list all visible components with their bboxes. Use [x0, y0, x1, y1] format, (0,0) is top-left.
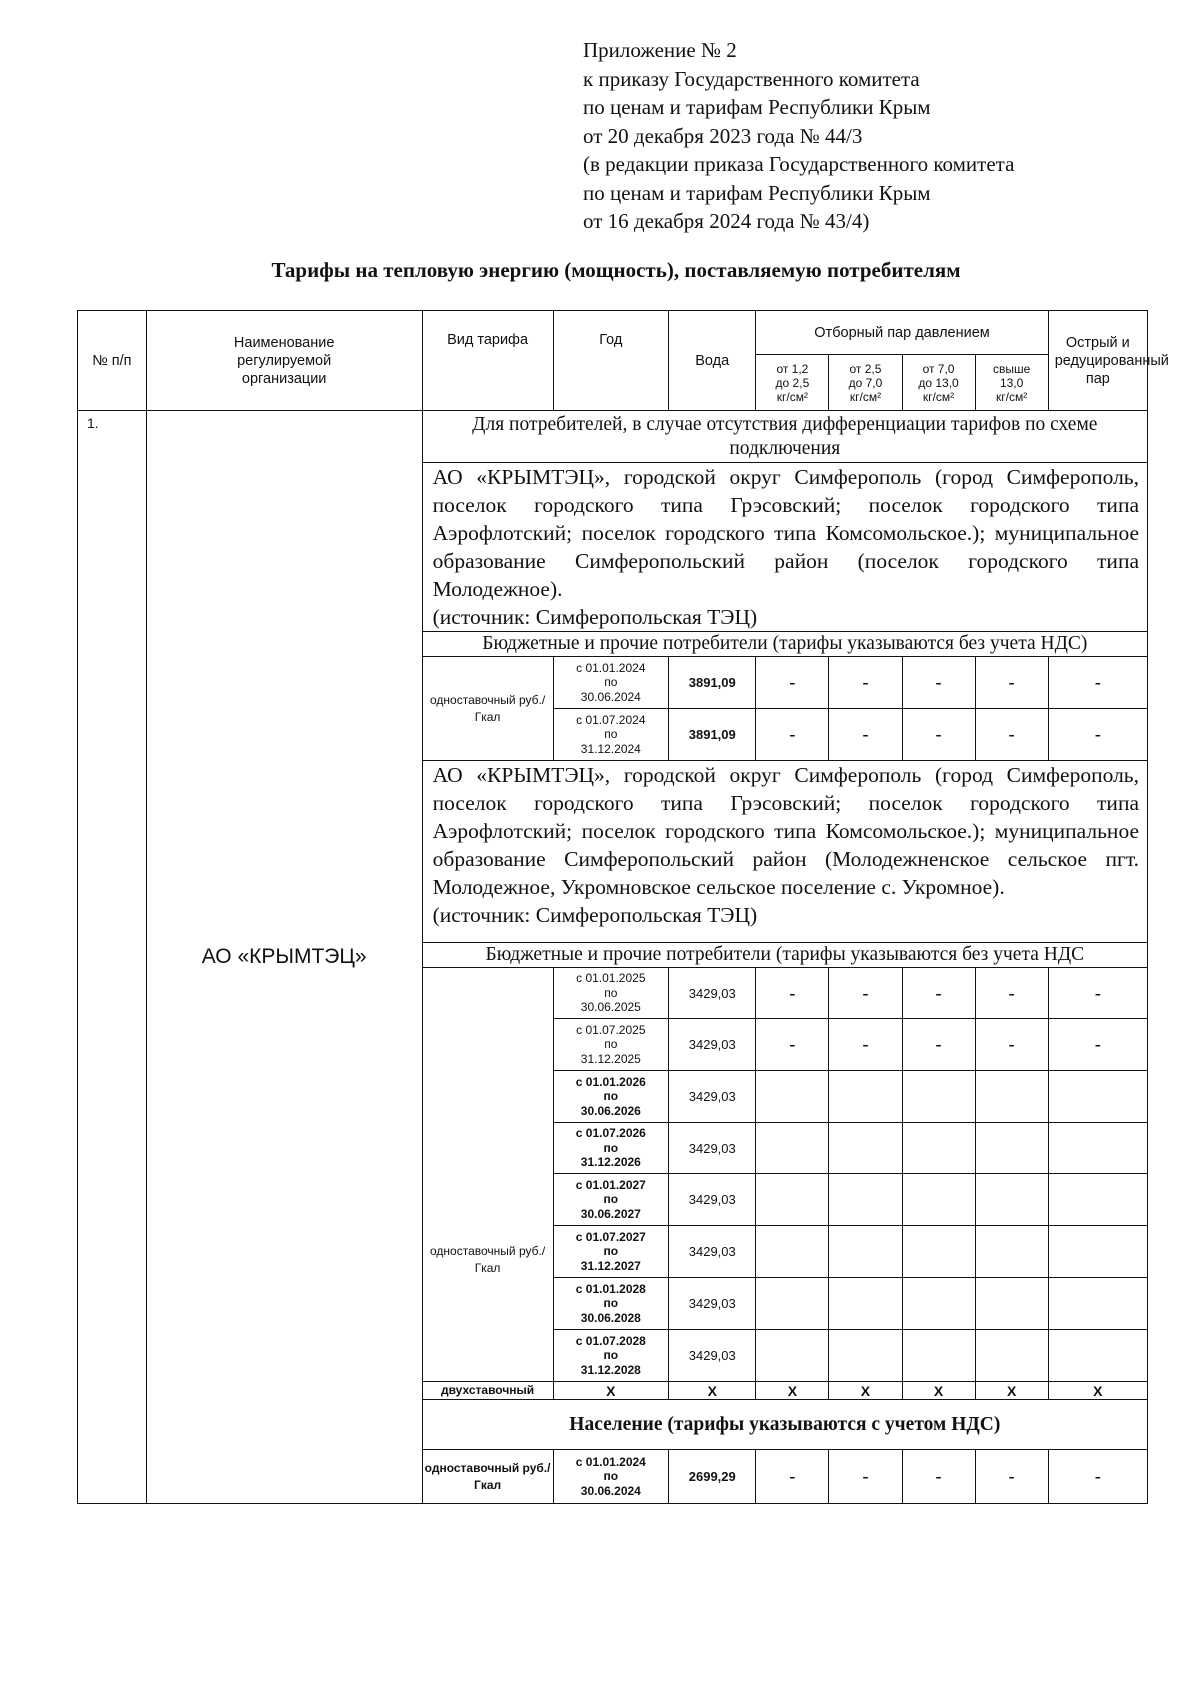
- period-cell: [553, 1174, 669, 1226]
- steam-tariff: -: [1048, 968, 1147, 1019]
- period-cell: [553, 709, 669, 761]
- period-separator: по: [604, 1037, 618, 1052]
- water-tariff: 3429,03: [669, 1123, 756, 1174]
- steam-tariff: [829, 1330, 902, 1382]
- steam-range-to: до 7,0: [848, 375, 883, 390]
- period-separator: по: [604, 727, 618, 742]
- steam-tariff: -: [975, 657, 1048, 709]
- period-separator: по: [603, 1244, 619, 1259]
- steam-range-from: свыше: [992, 361, 1031, 376]
- steam-tariff: -: [756, 968, 829, 1019]
- period-from: с 01.07.2027: [575, 1229, 646, 1244]
- steam-tariff: -: [829, 709, 902, 761]
- steam-tariff: [1048, 1330, 1147, 1382]
- period-from: с 01.01.2027: [575, 1177, 646, 1192]
- water-tariff: 3429,03: [669, 968, 756, 1019]
- water-tariff: 3891,09: [669, 657, 756, 709]
- steam-tariff: [1048, 1071, 1147, 1123]
- period-to: 30.06.2028: [580, 1310, 641, 1325]
- period-from: с 01.01.2024: [576, 660, 646, 675]
- period-separator: по: [603, 1348, 619, 1363]
- two-part-value: Х: [1048, 1382, 1147, 1400]
- steam-unit: кг/см²: [922, 389, 955, 404]
- period-to: 31.12.2027: [580, 1258, 641, 1273]
- supply-description: [422, 761, 1147, 943]
- steam-range-from: от 7,0: [922, 361, 955, 376]
- period-from: с 01.07.2024: [576, 712, 646, 727]
- steam-tariff: [975, 1071, 1048, 1123]
- two-part-value: Х: [553, 1382, 669, 1400]
- period-cell: [553, 1123, 669, 1174]
- period-separator: по: [603, 1296, 619, 1311]
- steam-tariff: [902, 1071, 975, 1123]
- steam-tariff: [829, 1071, 902, 1123]
- steam-tariff: [902, 1278, 975, 1330]
- steam-tariff: [829, 1123, 902, 1174]
- appendix-line: по ценам и тарифам Республики Крым: [583, 95, 931, 119]
- steam-tariff: [756, 1071, 829, 1123]
- consumer-category-population: Население (тарифы указываются с учетом НДС): [422, 1400, 1147, 1450]
- water-tariff: 3429,03: [669, 1019, 756, 1071]
- appendix-line: от 20 декабря 2023 года № 44/3: [583, 123, 863, 148]
- steam-tariff: [756, 1226, 829, 1278]
- appendix-line: к приказу Государственного комитета: [583, 66, 920, 91]
- steam-tariff: [902, 1123, 975, 1174]
- source-text: (источник: Симферопольская ТЭЦ): [432, 903, 758, 927]
- period-to: 31.12.2026: [580, 1155, 641, 1170]
- appendix-header: [583, 36, 1143, 236]
- water-tariff: 3429,03: [669, 1071, 756, 1123]
- period-to: 30.06.2024: [580, 1483, 641, 1498]
- steam-tariff: -: [902, 968, 975, 1019]
- water-tariff: 3429,03: [669, 1330, 756, 1382]
- description-text: АО «КРЫМТЭЦ», городской округ Симферополь (город Симферополь, поселок городского типа Грэсовский; поселок городского типа Аэрофлотский; поселок городского типа Комсомольское.); муниципальное образование Симферопольский район (поселок городского типа Молодежное).: [432, 465, 1139, 601]
- period-cell: [553, 1226, 669, 1278]
- steam-tariff: -: [1048, 657, 1147, 709]
- steam-tariff: -: [829, 968, 902, 1019]
- steam-tariff: [902, 1330, 975, 1382]
- steam-tariff: [756, 1330, 829, 1382]
- section-title: Для потребителей, в случае отсутствия дифференциации тарифов по схеме подключения: [422, 411, 1147, 463]
- consumer-category: Бюджетные и прочие потребители (тарифы указываются без учета НДС): [422, 632, 1147, 657]
- organization-name: АО «КРЫМТЭЦ»: [146, 411, 422, 1504]
- steam-tariff: [975, 1330, 1048, 1382]
- steam-tariff: -: [902, 1450, 975, 1504]
- supply-description: [422, 463, 1147, 632]
- steam-tariff: -: [756, 1019, 829, 1071]
- header-steam-pressure: [975, 355, 1048, 411]
- steam-tariff: [902, 1226, 975, 1278]
- period-separator: по: [603, 1140, 619, 1155]
- header-steam-group: Отборный пар давлением: [756, 311, 1048, 355]
- steam-tariff: -: [975, 1450, 1048, 1504]
- steam-tariff: -: [975, 968, 1048, 1019]
- period-separator: по: [603, 1192, 619, 1207]
- steam-tariff: -: [829, 657, 902, 709]
- steam-tariff: -: [829, 1450, 902, 1504]
- steam-tariff: [975, 1278, 1048, 1330]
- appendix-line: по ценам и тарифам Республики Крым: [583, 180, 931, 205]
- period-cell: [553, 1071, 669, 1123]
- steam-tariff: [1048, 1278, 1147, 1330]
- steam-unit: кг/см²: [776, 389, 809, 404]
- header-steam-pressure: [902, 355, 975, 411]
- steam-tariff: [756, 1174, 829, 1226]
- period-separator: по: [603, 1089, 619, 1104]
- period-from: с 01.01.2028: [575, 1281, 646, 1296]
- period-cell: [553, 1019, 669, 1071]
- period-to: 30.06.2025: [580, 1000, 641, 1015]
- header-year: Год: [553, 311, 669, 411]
- period-separator: по: [604, 675, 618, 690]
- rate-type: одноставочный руб./Гкал: [422, 968, 553, 1382]
- steam-tariff: -: [902, 709, 975, 761]
- steam-tariff: [829, 1226, 902, 1278]
- steam-tariff: [829, 1174, 902, 1226]
- consumer-category: Бюджетные и прочие потребители (тарифы указываются без учета НДС: [422, 943, 1147, 968]
- steam-tariff: [1048, 1226, 1147, 1278]
- appendix-line: Приложение № 2: [583, 38, 737, 62]
- period-separator: по: [603, 1469, 619, 1484]
- steam-tariff: -: [829, 1019, 902, 1071]
- header-sharp-steam: Острый и редуцированный пар: [1048, 311, 1147, 411]
- steam-range-to: до 13,0: [918, 375, 959, 390]
- row-number: 1.: [78, 411, 147, 1504]
- period-from: с 01.01.2024: [575, 1454, 646, 1469]
- steam-tariff: [902, 1174, 975, 1226]
- header-num: № п/п: [78, 311, 147, 411]
- steam-tariff: -: [975, 1019, 1048, 1071]
- steam-tariff: [975, 1174, 1048, 1226]
- steam-tariff: [829, 1278, 902, 1330]
- steam-tariff: [756, 1123, 829, 1174]
- water-tariff: 3429,03: [669, 1278, 756, 1330]
- appendix-line: (в редакции приказа Государственного комитета: [583, 152, 1015, 176]
- period-cell: [553, 968, 669, 1019]
- period-cell: [553, 1278, 669, 1330]
- period-from: с 01.01.2025: [576, 971, 646, 986]
- source-text: (источник: Симферопольская ТЭЦ): [432, 605, 758, 629]
- steam-tariff: -: [1048, 1019, 1147, 1071]
- steam-range-from: от 2,5: [849, 361, 882, 376]
- two-part-value: Х: [829, 1382, 902, 1400]
- appendix-line: от 16 декабря 2024 года № 43/4): [583, 209, 870, 233]
- period-cell: [553, 1330, 669, 1382]
- steam-unit: кг/см²: [996, 389, 1028, 404]
- rate-type: одноставочный руб./Гкал: [422, 1450, 553, 1504]
- period-cell: [553, 1450, 669, 1504]
- steam-range-to: 13,0: [999, 375, 1024, 390]
- header-steam-pressure: [756, 355, 829, 411]
- steam-tariff: [975, 1226, 1048, 1278]
- two-part-rate-label: двухставочный: [422, 1382, 553, 1400]
- steam-tariff: -: [902, 657, 975, 709]
- steam-tariff: -: [1048, 1450, 1147, 1504]
- two-part-value: Х: [902, 1382, 975, 1400]
- tariff-table: [77, 310, 1169, 1504]
- period-from: с 01.07.2026: [575, 1126, 646, 1141]
- header-org: Наименование регулируемой организации: [146, 311, 422, 411]
- period-cell: [553, 657, 669, 709]
- two-part-value: Х: [669, 1382, 756, 1400]
- period-to: 31.12.2028: [580, 1362, 641, 1377]
- steam-tariff: -: [902, 1019, 975, 1071]
- water-tariff: 3891,09: [669, 709, 756, 761]
- header-tariff-type: Вид тарифа: [422, 311, 553, 411]
- period-to: 31.12.2025: [580, 1051, 641, 1066]
- period-to: 30.06.2024: [580, 689, 641, 704]
- header-water: Вода: [669, 311, 756, 411]
- period-to: 31.12.2024: [580, 741, 641, 756]
- period-separator: по: [604, 985, 618, 1000]
- period-from: с 01.01.2026: [575, 1074, 646, 1089]
- steam-tariff: -: [756, 657, 829, 709]
- document-title: Тарифы на тепловую энергию (мощность), поставляемую потребителям: [271, 258, 961, 282]
- steam-tariff: [1048, 1123, 1147, 1174]
- period-from: с 01.07.2025: [576, 1022, 646, 1037]
- steam-tariff: -: [975, 709, 1048, 761]
- water-tariff: 2699,29: [669, 1450, 756, 1504]
- header-steam-pressure: [829, 355, 902, 411]
- steam-tariff: -: [756, 1450, 829, 1504]
- rate-type: одноставочный руб./Гкал: [422, 657, 553, 761]
- steam-tariff: -: [756, 709, 829, 761]
- water-tariff: 3429,03: [669, 1174, 756, 1226]
- period-to: 30.06.2027: [580, 1206, 641, 1221]
- description-text: АО «КРЫМТЭЦ», городской округ Симферополь (город Симферополь, поселок городского типа Грэсовский; поселок городского типа Аэрофлотский; поселок городского типа Комсомольское.); муниципальное образование Симферопольский район (Молодежненское сельское пгт. Молодежное, Укромновское сельское поселение с. Укромное).: [432, 763, 1139, 899]
- two-part-value: Х: [975, 1382, 1048, 1400]
- steam-tariff: [756, 1278, 829, 1330]
- steam-tariff: [975, 1123, 1048, 1174]
- period-to: 30.06.2026: [580, 1103, 641, 1118]
- two-part-value: Х: [756, 1382, 829, 1400]
- steam-range-to: до 2,5: [775, 375, 810, 390]
- period-from: с 01.07.2028: [575, 1333, 646, 1348]
- steam-range-from: от 1,2: [776, 361, 809, 376]
- steam-tariff: -: [1048, 709, 1147, 761]
- water-tariff: 3429,03: [669, 1226, 756, 1278]
- steam-tariff: [1048, 1174, 1147, 1226]
- steam-unit: кг/см²: [849, 389, 882, 404]
